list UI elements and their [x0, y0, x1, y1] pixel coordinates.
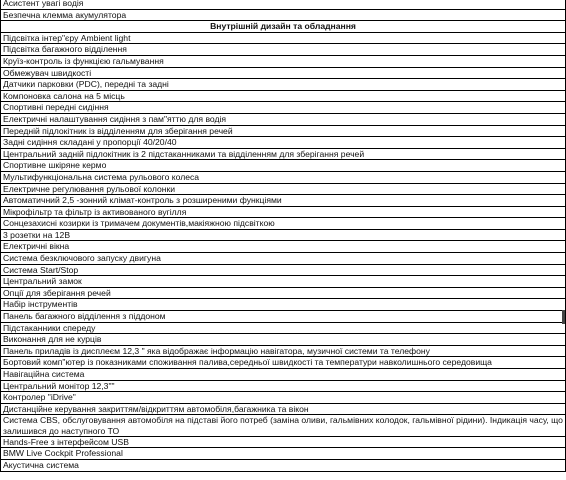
table-row	[1, 403, 566, 415]
table-row	[1, 206, 566, 218]
feature-cell: Безпечна клемма акумулятора	[1, 9, 566, 21]
table-row	[1, 32, 566, 44]
table-row	[1, 448, 566, 460]
feature-cell: Система Start/Stop	[1, 264, 566, 276]
table-row	[1, 195, 566, 207]
table-row	[1, 436, 566, 448]
feature-cell: Hands-Free з інтерфейсом USB	[1, 436, 566, 448]
table-row	[1, 137, 566, 149]
table-row	[1, 276, 566, 288]
feature-cell: Обмежувач швидкості	[1, 67, 566, 79]
feature-cell: Компоновка салона на 5 місць	[1, 90, 566, 102]
table-row	[1, 357, 566, 369]
table-row	[1, 253, 566, 265]
table-row	[1, 218, 566, 230]
scrollbar-mark[interactable]	[562, 310, 565, 324]
table-row	[1, 9, 566, 21]
table-row	[1, 125, 566, 137]
feature-cell: Датчики парковки (PDC), передні та задні	[1, 79, 566, 91]
feature-cell: Підсвітка інтер"єру Ambient light	[1, 32, 566, 44]
feature-cell: Автоматичний 2,5 -зонний клімат-контроль з розширеними функціями	[1, 195, 566, 207]
feature-cell: Електричні налаштування сидіння з пам"яттю для водія	[1, 113, 566, 125]
feature-cell: Система CBS, обслуговування автомобіля на підставі його потреб (заміна оливи, гальмівних колодок, гальмівної рідини). Індикація часу, що залишився до наступного ТО	[1, 415, 566, 436]
feature-cell: Навігаційна система	[1, 369, 566, 381]
feature-cell: Електричне регулювання рульової колонки	[1, 183, 566, 195]
feature-cell: BMW Live Cockpit Professional	[1, 448, 566, 460]
feature-cell: Виконання для не курців	[1, 334, 566, 346]
table-row	[1, 44, 566, 56]
feature-cell: Електричні вікна	[1, 241, 566, 253]
feature-cell: Підстаканники спереду	[1, 322, 566, 334]
table-row	[1, 459, 566, 471]
table-row	[1, 79, 566, 91]
feature-cell: Мультифункціональна система рульового колеса	[1, 171, 566, 183]
feature-cell: Спортивні передні сидіння	[1, 102, 566, 114]
table-row	[1, 287, 566, 299]
feature-cell: Опції для зберігання речей	[1, 287, 566, 299]
feature-cell: Задні сидіння складані у пропорції 40/20/40	[1, 137, 566, 149]
feature-cell: Акустична система	[1, 459, 566, 471]
feature-cell: Контролер "iDrive"	[1, 392, 566, 404]
feature-cell: Панель багажного відділення з піддоном	[1, 311, 566, 323]
table-row	[1, 241, 566, 253]
feature-cell: Сонцезахисні козирки із тримачем документів,макіяжною підсвіткою	[1, 218, 566, 230]
feature-cell: Бортовий комп"ютер із показниками споживання палива,середньої швидкості та температури навколишнього середовища	[1, 357, 566, 369]
feature-cell: Мікрофільтр та фільтр із активованого вугілля	[1, 206, 566, 218]
table-row	[1, 55, 566, 67]
table-row	[1, 102, 566, 114]
table-row	[1, 392, 566, 404]
table-row	[1, 415, 566, 436]
table-row	[1, 171, 566, 183]
table-row	[1, 0, 566, 9]
table-row	[1, 322, 566, 334]
feature-cell: Центральний замок	[1, 276, 566, 288]
table-row	[1, 113, 566, 125]
table-row	[1, 229, 566, 241]
feature-cell: Круїз-контроль із функцією гальмування	[1, 55, 566, 67]
table-row	[1, 311, 566, 323]
feature-cell: Набір інструментів	[1, 299, 566, 311]
feature-cell: Центральний задній підлокітник із 2 підстаканниками та відділенням для зберігання речей	[1, 148, 566, 160]
table-row	[1, 160, 566, 172]
table-row	[1, 264, 566, 276]
feature-cell: Передній підлокітник із відділенням для зберігання речей	[1, 125, 566, 137]
feature-cell: 3 розетки на 12В	[1, 229, 566, 241]
feature-cell: Підсвітка багажного відділення	[1, 44, 566, 56]
feature-cell: Система безключового запуску двигуна	[1, 253, 566, 265]
table-row	[1, 67, 566, 79]
table-row	[1, 183, 566, 195]
feature-cell: Дистанційне керування закриттям/відкриттям автомобіля,багажника та вікон	[1, 403, 566, 415]
table-row	[1, 148, 566, 160]
table-row	[1, 334, 566, 346]
feature-cell: Панель приладів із дисплеєм 12,3 " яка відображає інформацію навігатора, музичної системи та телефону	[1, 345, 566, 357]
feature-cell: Асистент увагі водія	[1, 0, 566, 9]
table-row	[1, 299, 566, 311]
table-row	[1, 380, 566, 392]
feature-cell: Центральний монітор 12,3""	[1, 380, 566, 392]
section-header: Внутрішній дизайн та обладнання	[1, 21, 566, 33]
section-header-row	[1, 21, 566, 33]
feature-cell: Спортивне шкіряне кермо	[1, 160, 566, 172]
table-row	[1, 369, 566, 381]
table-row	[1, 90, 566, 102]
table-row	[1, 345, 566, 357]
